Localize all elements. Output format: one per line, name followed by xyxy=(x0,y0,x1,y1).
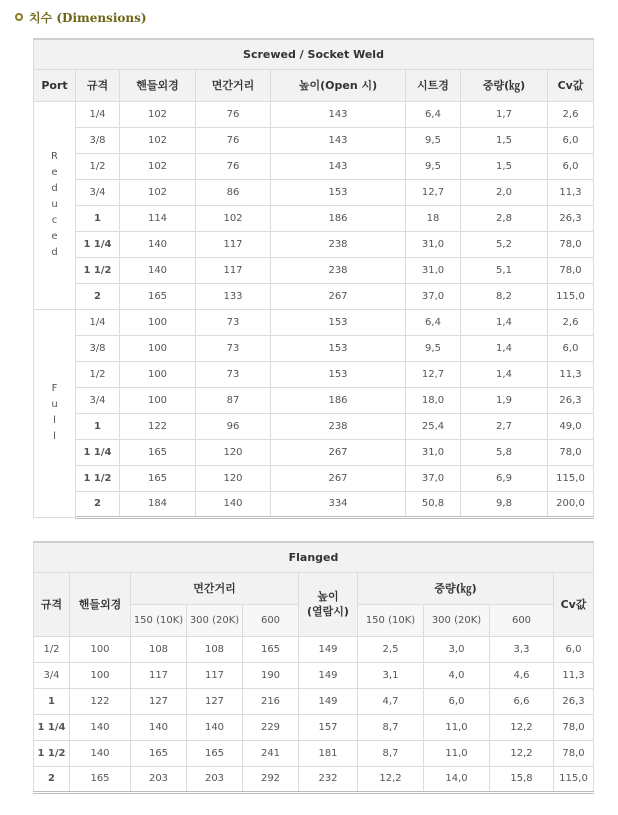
table-cell: 267 xyxy=(271,283,406,309)
table-cell: 26,3 xyxy=(548,387,594,413)
column-header: 중량(㎏) xyxy=(461,69,548,101)
column-header: 면간거리 xyxy=(131,572,299,604)
column-header xyxy=(299,572,358,636)
table-cell: 6,0 xyxy=(548,127,594,153)
table-cell: 143 xyxy=(271,153,406,179)
table-cell: 78,0 xyxy=(554,714,594,740)
table-cell: 73 xyxy=(196,309,271,335)
column-subheader: 600 xyxy=(490,604,554,636)
table-cell: 100 xyxy=(120,335,196,361)
table-cell: 140 xyxy=(120,231,196,257)
size-cell: 1 1/2 xyxy=(76,465,120,491)
table-cell: 1,5 xyxy=(461,127,548,153)
table-cell: 102 xyxy=(196,205,271,231)
table-cell: 50,8 xyxy=(406,491,461,517)
table-cell: 267 xyxy=(271,439,406,465)
table-cell: 186 xyxy=(271,205,406,231)
table-cell: 26,3 xyxy=(554,688,594,714)
table-cell: 37,0 xyxy=(406,465,461,491)
table-cell: 9,8 xyxy=(461,491,548,517)
table-cell: 9,5 xyxy=(406,153,461,179)
table-cell: 8,2 xyxy=(461,283,548,309)
table-cell: 115,0 xyxy=(548,283,594,309)
table-cell: 14,0 xyxy=(424,766,490,792)
table-cell: 143 xyxy=(271,101,406,127)
table-cell: 120 xyxy=(196,439,271,465)
port-label-letter: c xyxy=(51,215,58,226)
size-cell: 1 1/2 xyxy=(76,257,120,283)
table-caption: Screwed / Socket Weld xyxy=(34,39,594,69)
table-cell: 6,4 xyxy=(406,309,461,335)
table-row xyxy=(34,205,594,231)
size-cell: 1 xyxy=(34,688,70,714)
column-header: Port xyxy=(34,69,76,101)
port-label-letter: u xyxy=(51,199,58,210)
table-cell: 241 xyxy=(243,740,299,766)
table-row xyxy=(34,231,594,257)
table-cell: 140 xyxy=(187,714,243,740)
table-row xyxy=(34,179,594,205)
column-header: 면간거리 xyxy=(196,69,271,101)
table-cell: 267 xyxy=(271,465,406,491)
table-cell: 37,0 xyxy=(406,283,461,309)
table-cell: 100 xyxy=(120,361,196,387)
circle-bullet-icon xyxy=(15,13,23,21)
table-cell: 120 xyxy=(196,465,271,491)
table-cell: 6,6 xyxy=(490,688,554,714)
table-cell: 6,0 xyxy=(554,636,594,662)
table-cell: 157 xyxy=(299,714,358,740)
table-row xyxy=(34,257,594,283)
port-group-label xyxy=(34,309,76,517)
size-cell: 3/4 xyxy=(76,179,120,205)
table-cell: 6,9 xyxy=(461,465,548,491)
table-row xyxy=(34,740,594,766)
port-label-letter: e xyxy=(51,167,58,178)
table-cell: 11,3 xyxy=(554,662,594,688)
table-row xyxy=(34,361,594,387)
table-cell: 31,0 xyxy=(406,231,461,257)
table-cell: 122 xyxy=(120,413,196,439)
table-cell: 73 xyxy=(196,335,271,361)
screwed-socket-weld-table xyxy=(33,38,594,519)
table-cell: 153 xyxy=(271,179,406,205)
table-cell: 78,0 xyxy=(548,257,594,283)
table-cell: 165 xyxy=(120,439,196,465)
table-row xyxy=(34,335,594,361)
table-cell: 143 xyxy=(271,127,406,153)
table-cell: 108 xyxy=(187,636,243,662)
table-cell: 238 xyxy=(271,231,406,257)
table-cell: 334 xyxy=(271,491,406,517)
table-cell: 102 xyxy=(120,127,196,153)
table-row xyxy=(34,101,594,127)
table-cell: 12,7 xyxy=(406,179,461,205)
size-cell: 1 xyxy=(76,413,120,439)
table-cell: 117 xyxy=(131,662,187,688)
table-row xyxy=(34,153,594,179)
column-header: 높이(Open 시) xyxy=(271,69,406,101)
column-header: 규격 xyxy=(34,572,70,636)
port-label-letter: d xyxy=(51,247,58,258)
table-row xyxy=(34,465,594,491)
table-cell: 165 xyxy=(120,465,196,491)
height-header-line: 높이 xyxy=(317,590,339,603)
table-cell: 3,3 xyxy=(490,636,554,662)
table-cell: 102 xyxy=(120,179,196,205)
table-cell: 2,0 xyxy=(461,179,548,205)
table-row xyxy=(34,636,594,662)
table-cell: 165 xyxy=(70,766,131,792)
table-cell: 6,0 xyxy=(548,153,594,179)
table-cell: 87 xyxy=(196,387,271,413)
table-cell: 100 xyxy=(70,662,131,688)
table-caption-row xyxy=(34,542,594,572)
size-cell: 1 1/4 xyxy=(76,439,120,465)
table-cell: 76 xyxy=(196,127,271,153)
table-cell: 15,8 xyxy=(490,766,554,792)
size-cell: 3/4 xyxy=(34,662,70,688)
table-row xyxy=(34,714,594,740)
table-cell: 11,0 xyxy=(424,714,490,740)
table-row xyxy=(34,309,594,335)
table-cell: 181 xyxy=(299,740,358,766)
table-cell: 78,0 xyxy=(548,439,594,465)
column-subheader: 150 (10K) xyxy=(131,604,187,636)
table-cell: 203 xyxy=(187,766,243,792)
size-cell: 1/2 xyxy=(76,361,120,387)
port-label-letter: R xyxy=(51,151,58,162)
size-cell: 3/8 xyxy=(76,127,120,153)
size-cell: 1/4 xyxy=(76,101,120,127)
column-header: 중량(㎏) xyxy=(358,572,554,604)
table-cell: 117 xyxy=(187,662,243,688)
table-cell: 117 xyxy=(196,257,271,283)
table-row xyxy=(34,766,594,792)
table-cell: 2,7 xyxy=(461,413,548,439)
size-cell: 3/8 xyxy=(76,335,120,361)
size-cell: 1 xyxy=(76,205,120,231)
table-cell: 216 xyxy=(243,688,299,714)
table-cell: 140 xyxy=(70,740,131,766)
table-cell: 117 xyxy=(196,231,271,257)
table-cell: 102 xyxy=(120,153,196,179)
table-cell: 6,0 xyxy=(548,335,594,361)
column-header: 핸들외경 xyxy=(70,572,131,636)
table-cell: 11,3 xyxy=(548,179,594,205)
section-title xyxy=(15,8,147,26)
table-cell: 9,5 xyxy=(406,127,461,153)
table-cell: 115,0 xyxy=(548,465,594,491)
table-cell: 190 xyxy=(243,662,299,688)
size-cell: 1/2 xyxy=(34,636,70,662)
table-row xyxy=(34,662,594,688)
table-cell: 5,2 xyxy=(461,231,548,257)
table-cell: 100 xyxy=(120,387,196,413)
table-cell: 2,6 xyxy=(548,101,594,127)
table-cell: 140 xyxy=(131,714,187,740)
table-cell: 140 xyxy=(70,714,131,740)
table-cell: 73 xyxy=(196,361,271,387)
column-header: 규격 xyxy=(76,69,120,101)
table-cell: 11,0 xyxy=(424,740,490,766)
table-cell: 12,2 xyxy=(358,766,424,792)
table-cell: 4,7 xyxy=(358,688,424,714)
table-cell: 3,0 xyxy=(424,636,490,662)
table-cell: 186 xyxy=(271,387,406,413)
port-label-letter: e xyxy=(51,231,58,242)
column-header: Cv값 xyxy=(548,69,594,101)
size-cell: 2 xyxy=(76,283,120,309)
size-cell: 1 1/2 xyxy=(34,740,70,766)
table-cell: 3,1 xyxy=(358,662,424,688)
table-cell: 165 xyxy=(131,740,187,766)
table-cell: 49,0 xyxy=(548,413,594,439)
table-cell: 1,9 xyxy=(461,387,548,413)
table-cell: 78,0 xyxy=(548,231,594,257)
column-header: 시트경 xyxy=(406,69,461,101)
table-cell: 238 xyxy=(271,413,406,439)
table-cell: 9,5 xyxy=(406,335,461,361)
table-cell: 1,5 xyxy=(461,153,548,179)
column-subheader: 300 (20K) xyxy=(187,604,243,636)
table-cell: 203 xyxy=(131,766,187,792)
column-subheader: 150 (10K) xyxy=(358,604,424,636)
table-cell: 4,0 xyxy=(424,662,490,688)
table-cell: 2,6 xyxy=(548,309,594,335)
table-row xyxy=(34,283,594,309)
table-cell: 232 xyxy=(299,766,358,792)
table-row xyxy=(34,491,594,517)
table-cell: 2,5 xyxy=(358,636,424,662)
table-cell: 153 xyxy=(271,335,406,361)
table-caption: Flanged xyxy=(34,542,594,572)
table-cell: 8,7 xyxy=(358,740,424,766)
table-cell: 1,7 xyxy=(461,101,548,127)
table-header-row xyxy=(34,572,594,604)
table-row xyxy=(34,387,594,413)
table-cell: 2,8 xyxy=(461,205,548,231)
size-cell: 3/4 xyxy=(76,387,120,413)
table-cell: 4,6 xyxy=(490,662,554,688)
table-cell: 6,0 xyxy=(424,688,490,714)
size-cell: 1 1/4 xyxy=(34,714,70,740)
table-cell: 76 xyxy=(196,101,271,127)
table-cell: 12,2 xyxy=(490,714,554,740)
table-cell: 25,4 xyxy=(406,413,461,439)
table-cell: 6,4 xyxy=(406,101,461,127)
table-cell: 12,7 xyxy=(406,361,461,387)
table-cell: 18,0 xyxy=(406,387,461,413)
table-cell: 100 xyxy=(120,309,196,335)
table-cell: 12,2 xyxy=(490,740,554,766)
size-cell: 1/4 xyxy=(76,309,120,335)
table-cell: 165 xyxy=(243,636,299,662)
table-cell: 122 xyxy=(70,688,131,714)
table-cell: 11,3 xyxy=(548,361,594,387)
size-cell: 1/2 xyxy=(76,153,120,179)
table-cell: 1,4 xyxy=(461,361,548,387)
size-cell: 1 1/4 xyxy=(76,231,120,257)
table-cell: 8,7 xyxy=(358,714,424,740)
port-label-letter: d xyxy=(51,183,58,194)
port-label-letter: F xyxy=(51,383,58,394)
table-cell: 31,0 xyxy=(406,439,461,465)
table-cell: 100 xyxy=(70,636,131,662)
table-cell: 133 xyxy=(196,283,271,309)
table-cell: 114 xyxy=(120,205,196,231)
table-cell: 200,0 xyxy=(548,491,594,517)
column-header: 핸들외경 xyxy=(120,69,196,101)
port-label-letter: u xyxy=(51,399,58,410)
column-subheader: 600 xyxy=(243,604,299,636)
table-cell: 292 xyxy=(243,766,299,792)
table-header-row xyxy=(34,69,594,101)
table-cell: 26,3 xyxy=(548,205,594,231)
port-group-label xyxy=(34,101,76,309)
table-cell: 86 xyxy=(196,179,271,205)
table-row xyxy=(34,439,594,465)
table-cell: 153 xyxy=(271,309,406,335)
table-cell: 5,8 xyxy=(461,439,548,465)
size-cell: 2 xyxy=(76,491,120,517)
port-label-letter: l xyxy=(53,431,56,442)
section-title-text: 치수 (Dimensions) xyxy=(29,10,147,25)
table-row xyxy=(34,688,594,714)
table-cell: 184 xyxy=(120,491,196,517)
table-cell: 229 xyxy=(243,714,299,740)
table-cell: 127 xyxy=(187,688,243,714)
table-cell: 165 xyxy=(120,283,196,309)
table-caption-row xyxy=(34,39,594,69)
table-row xyxy=(34,127,594,153)
table-cell: 165 xyxy=(187,740,243,766)
table-cell: 18 xyxy=(406,205,461,231)
column-header: Cv값 xyxy=(554,572,594,636)
table-cell: 108 xyxy=(131,636,187,662)
table-cell: 140 xyxy=(120,257,196,283)
table-cell: 153 xyxy=(271,361,406,387)
table-cell: 140 xyxy=(196,491,271,517)
table-cell: 78,0 xyxy=(554,740,594,766)
table-cell: 238 xyxy=(271,257,406,283)
flanged-table xyxy=(33,541,594,794)
port-label-letter: l xyxy=(53,415,56,426)
table-cell: 149 xyxy=(299,662,358,688)
table-cell: 127 xyxy=(131,688,187,714)
height-header-line: (열람시) xyxy=(307,605,349,618)
table-cell: 149 xyxy=(299,636,358,662)
column-subheader: 300 (20K) xyxy=(424,604,490,636)
table-cell: 5,1 xyxy=(461,257,548,283)
table-cell: 149 xyxy=(299,688,358,714)
table-cell: 1,4 xyxy=(461,335,548,361)
table-cell: 96 xyxy=(196,413,271,439)
table-cell: 102 xyxy=(120,101,196,127)
size-cell: 2 xyxy=(34,766,70,792)
table-row xyxy=(34,413,594,439)
table-cell: 115,0 xyxy=(554,766,594,792)
table-cell: 1,4 xyxy=(461,309,548,335)
table-cell: 76 xyxy=(196,153,271,179)
table-cell: 31,0 xyxy=(406,257,461,283)
